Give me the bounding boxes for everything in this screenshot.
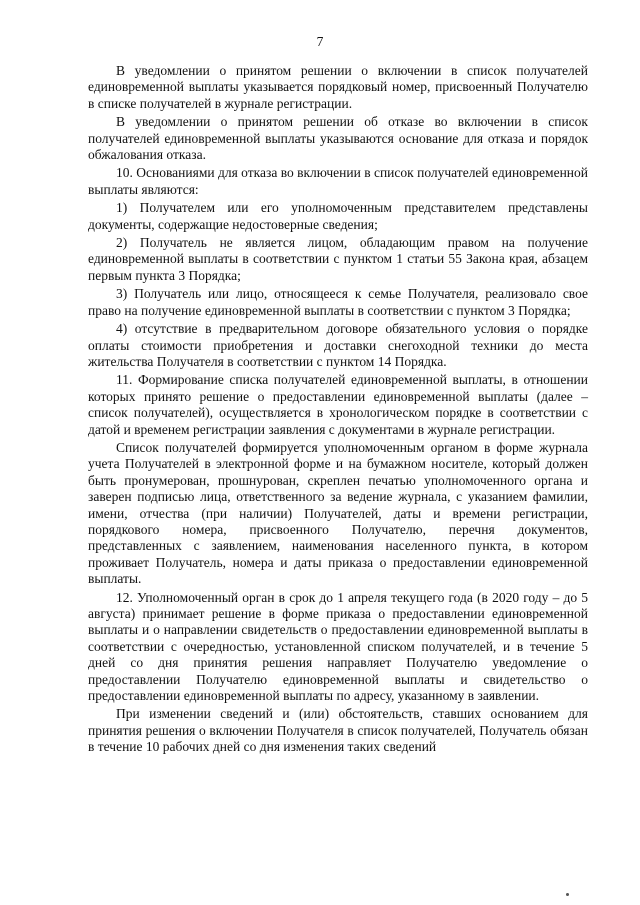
page-number: 7 xyxy=(316,34,324,49)
document-body xyxy=(88,63,588,756)
paragraph-ground-2: 2) Получатель не является лицом, обладающим правом на получение единовременной выплаты в соответствии с пунктом 1 статьи 55 Закона края, абзацем первым пункта 3 Порядка; xyxy=(88,235,588,283)
paragraph-changes: При изменении сведений и (или) обстоятельств, ставших основанием для принятия решения о включении Получателя в список получателей, Получатель обязан в течение 10 рабочих дней со дня изменения таких сведений xyxy=(88,706,588,755)
paragraph-recipient-list: Список получателей формируется уполномоченным органом в форме журнала учета Получателей в электронной форме и на бумажном носителе, который должен быть пронумерован, прошнурован, скреплен печатью уполномоченного органа и заверен подписью лица, ответственного за ведение журнала, с указанием фамилии, имени, отчества (при наличии) Получателей, даты и времени регистрации, порядкового номера, присвоенного Получателю, перечня документов, представленных с заявлением, наименования населенного пункта, в котором проживает Получатель, номера и даты приказа о предоставлении единовременной выплаты. xyxy=(88,439,588,587)
paragraph-ground-3: 3) Получатель или лицо, относящееся к семье Получателя, реализовало свое право на получение единовременной выплаты в соответствии с пунктом 3 Порядка; xyxy=(88,286,588,318)
paragraph-notice-inclusion: В уведомлении о принятом решении о включении в список получателей единовременной выплаты указывается порядковый номер, присвоенный Получателю в списке получателей в журнале регистрации. xyxy=(88,63,588,111)
paragraph-section-10-heading: 10. Основаниями для отказа во включении в список получателей единовременной выплаты являются: xyxy=(88,165,588,197)
paragraph-notice-refusal: В уведомлении о принятом решении об отказе во включении в список получателей единовременной выплаты указываются основание для отказа и порядок обжалования отказа. xyxy=(88,114,588,163)
paragraph-section-11: 11. Формирование списка получателей единовременной выплаты, в отношении которых принято решение о предоставлении единовременной выплаты (далее – список получателей), осуществляется в хронологическом порядке в соответствии с датой и временем регистрации заявления с документами в журнале регистрации. xyxy=(88,372,588,437)
paragraph-ground-1: 1) Получателем или его уполномоченным представителем представлены документы, содержащие недостоверные сведения; xyxy=(88,200,588,232)
scan-dot-mark xyxy=(566,893,569,896)
paragraph-ground-4: 4) отсутствие в предварительном договоре обязательного условия о порядке оплаты стоимости приобретения и доставки снегоходной техники до места жительства Получателя в соответствии с пунктом 14 Порядка. xyxy=(88,321,588,369)
paragraph-section-12: 12. Уполномоченный орган в срок до 1 апреля текущего года (в 2020 году – до 5 августа) принимает решение в форме приказа о предоставлении единовременной выплаты и о направлении свидетельств о предоставлении единовременной выплаты в соответствии с очередностью, установленной списком получателей, и в течение 5 дней со дня принятия решения направляет Получателю уведомление о предоставлении Получателю единовременной выплаты и свидетельство о предоставлении единовременной выплаты по адресу, указанному в заявлении. xyxy=(88,589,588,704)
